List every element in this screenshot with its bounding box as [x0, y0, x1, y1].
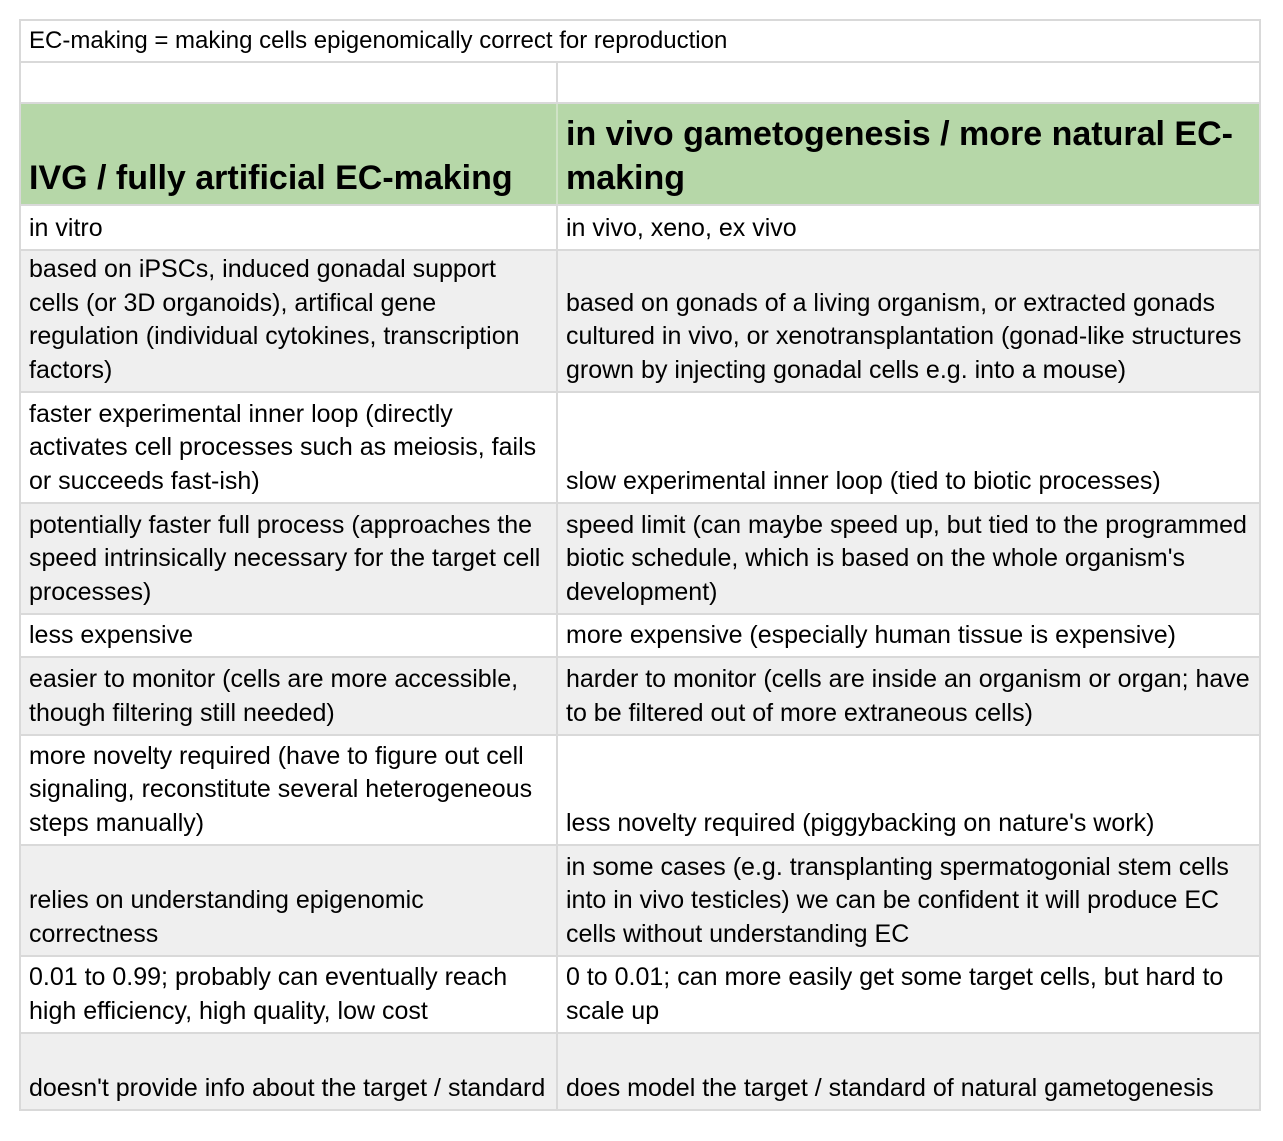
note-cell[interactable]: EC-making = making cells epigenomically correct for reproduction [20, 20, 1260, 62]
cell-ivg[interactable]: 0.01 to 0.99; probably can eventually reach high efficiency, high quality, low cost [20, 956, 557, 1033]
cell-ivg[interactable]: potentially faster full process (approaches the speed intrinsically necessary for the target cell processes) [20, 503, 557, 614]
table-row [20, 205, 1260, 250]
cell-ivg[interactable]: based on iPSCs, induced gonadal support cells (or 3D organoids), artifical gene regulation (individual cytokines, transcription factors) [20, 250, 557, 392]
table-row [20, 735, 1260, 845]
cell-in-vivo[interactable]: in vivo, xeno, ex vivo [557, 205, 1260, 250]
table-row [20, 845, 1260, 956]
table-row [20, 1033, 1260, 1110]
header-cell-ivg[interactable]: IVG / fully artificial EC-making [20, 103, 557, 205]
cell-in-vivo[interactable]: speed limit (can maybe speed up, but tied to the programmed biotic schedule, which is based on the whole organism's development) [557, 503, 1260, 614]
header-row [20, 103, 1260, 205]
blank-cell[interactable] [20, 62, 557, 103]
blank-row [20, 62, 1260, 103]
cell-ivg[interactable]: relies on understanding epigenomic correctness [20, 845, 557, 956]
cell-in-vivo[interactable]: more expensive (especially human tissue is expensive) [557, 614, 1260, 657]
cell-in-vivo[interactable]: in some cases (e.g. transplanting spermatogonial stem cells into in vivo testicles) we can be confident it will produce EC cells without understanding EC [557, 845, 1260, 956]
table-row [20, 657, 1260, 735]
cell-in-vivo[interactable]: 0 to 0.01; can more easily get some target cells, but hard to scale up [557, 956, 1260, 1033]
comparison-table [19, 19, 1261, 1111]
cell-ivg[interactable]: less expensive [20, 614, 557, 657]
cell-in-vivo[interactable]: slow experimental inner loop (tied to biotic processes) [557, 392, 1260, 503]
cell-ivg[interactable]: doesn't provide info about the target / standard [20, 1033, 557, 1110]
cell-ivg[interactable]: more novelty required (have to figure out cell signaling, reconstitute several heterogeneous steps manually) [20, 735, 557, 845]
header-cell-in-vivo[interactable]: in vivo gametogenesis / more natural EC-making [557, 103, 1260, 205]
blank-cell[interactable] [557, 62, 1260, 103]
table-row [20, 250, 1260, 392]
cell-in-vivo[interactable]: based on gonads of a living organism, or extracted gonads cultured in vivo, or xenotransplantation (gonad-like structures grown by injecting gonadal cells e.g. into a mouse) [557, 250, 1260, 392]
cell-in-vivo[interactable]: does model the target / standard of natural gametogenesis [557, 1033, 1260, 1110]
cell-in-vivo[interactable]: harder to monitor (cells are inside an organism or organ; have to be filtered out of more extraneous cells) [557, 657, 1260, 735]
cell-ivg[interactable]: in vitro [20, 205, 557, 250]
table-row [20, 614, 1260, 657]
table-row [20, 392, 1260, 503]
table-row [20, 956, 1260, 1033]
cell-in-vivo[interactable]: less novelty required (piggybacking on nature's work) [557, 735, 1260, 845]
cell-ivg[interactable]: faster experimental inner loop (directly activates cell processes such as meiosis, fails or succeeds fast-ish) [20, 392, 557, 503]
note-row [20, 20, 1260, 62]
cell-ivg[interactable]: easier to monitor (cells are more accessible, though filtering still needed) [20, 657, 557, 735]
table-row [20, 503, 1260, 614]
